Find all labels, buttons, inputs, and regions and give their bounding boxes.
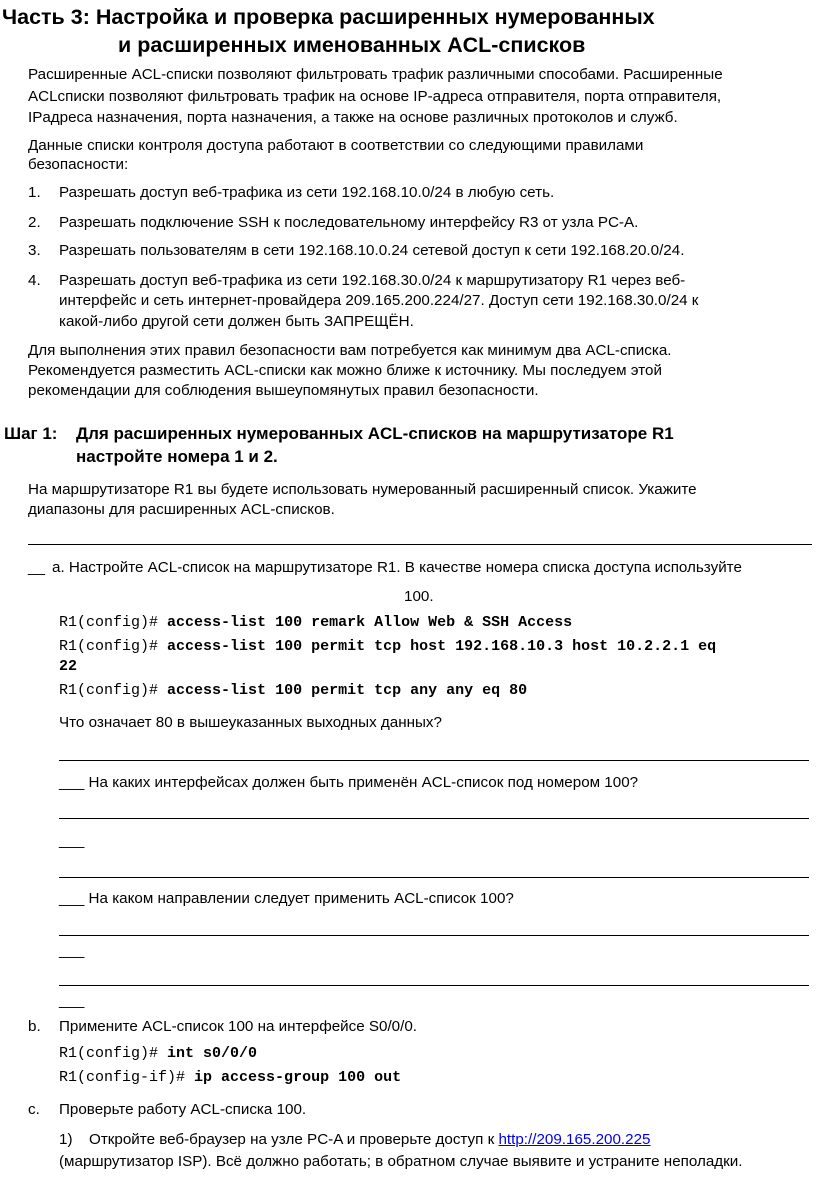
rule-1-number: 1.: [28, 184, 41, 201]
cli-prompt: R1(config)#: [59, 1045, 159, 1062]
cli-line-b1: [59, 1045, 257, 1062]
cli-command: ip access-group 100 out: [194, 1069, 402, 1086]
cli-line-2: [59, 638, 716, 655]
page-title-line1: Часть 3: Настройка и проверка расширенных нумерованных: [2, 5, 655, 29]
part-c-item-number: 1): [59, 1131, 73, 1148]
intro-p2-line1: Данные списки контроля доступа работают в соответствии со следующими правилами: [28, 137, 644, 154]
rule-3-number: 3.: [28, 242, 41, 259]
cli-prompt: R1(config-if)#: [59, 1069, 186, 1086]
answer-blank: ___: [59, 992, 85, 1009]
intro-p3-line2: Рекомендуется разместить ACL-списки как можно ближе к источнику. Мы последуем этой: [28, 362, 662, 379]
answer-line[interactable]: [59, 985, 809, 986]
part-b-label: b.: [28, 1018, 41, 1035]
part-c-item-text: Откройте веб-браузер на узле PC-A и проверьте доступ к: [89, 1131, 495, 1148]
step1-text-line2: диапазоны для расширенных ACL-списков.: [28, 501, 335, 518]
page-title-line2: и расширенных именованных ACL-списков: [118, 33, 586, 57]
rule-2-text: Разрешать подключение SSH к последовательному интерфейсу R3 от узла PC-A.: [59, 214, 639, 231]
cli-prompt: R1(config)#: [59, 638, 159, 655]
answer-line[interactable]: [59, 877, 809, 878]
rule-4-text-line1: Разрешать доступ веб-трафика из сети 192.168.30.0/24 к маршрутизатору R1 через веб-: [59, 272, 686, 289]
rule-4-text-line3: какой-либо другой сети должен быть ЗАПРЕЩЁН.: [59, 313, 414, 330]
intro-p1-line2: ACLсписки позволяют фильтровать трафик на основе IP-адреса отправителя, порта отправителя,: [28, 88, 722, 105]
rule-4-number: 4.: [28, 272, 41, 289]
cli-command: access-list 100 permit tcp host 192.168.10.3 host 10.2.2.1 eq: [167, 638, 717, 655]
question-1: Что означает 80 в вышеуказанных выходных данных?: [59, 714, 442, 731]
cli-command: access-list 100 remark Allow Web & SSH Access: [167, 614, 573, 631]
part-c-item-line1: [89, 1129, 650, 1151]
part-b-text: Примените ACL-список 100 на интерфейсе S0/0/0.: [59, 1018, 418, 1035]
rule-1-text: Разрешать доступ веб-трафика из сети 192.168.10.0/24 в любую сеть.: [59, 184, 555, 201]
answer-line[interactable]: [59, 818, 809, 819]
step1-heading-line1: Для расширенных нумерованных ACL-списков на маршрутизаторе R1: [76, 424, 674, 443]
answer-line[interactable]: [59, 760, 809, 761]
intro-p3-line3: рекомендации для соблюдения вышеупомянутых правил безопасности.: [28, 382, 539, 399]
step1-heading-line2: настройте номера 1 и 2.: [76, 447, 278, 466]
part-c-item-line2: (маршрутизатор ISP). Всё должно работать; в обратном случае выявите и устраните неполадки.: [59, 1153, 743, 1170]
rule-3-text: Разрешать пользователям в сети 192.168.10.0.24 сетевой доступ к сети 192.168.20.0/24.: [59, 242, 685, 259]
part-c-text: Проверьте работу ACL-списка 100.: [59, 1101, 307, 1118]
question-3: ___ На каком направлении следует применить ACL-список 100?: [59, 890, 514, 907]
section-divider: [28, 544, 812, 545]
intro-p3-line1: Для выполнения этих правил безопасности вам потребуется как минимум два ACL-списка.: [28, 342, 672, 359]
part-a-text-cont: 100.: [404, 588, 434, 605]
question-2: ___ На каких интерфейсах должен быть применён ACL-список под номером 100?: [59, 774, 639, 791]
cli-line-3: [59, 682, 527, 699]
cli-command: access-list 100 permit tcp any any eq 80: [167, 682, 528, 699]
intro-p1-line1: Расширенные ACL-списки позволяют фильтровать трафик различными способами. Расширенные: [28, 66, 723, 83]
cli-command: int s0/0/0: [167, 1045, 258, 1062]
cli-prompt: R1(config)#: [59, 682, 159, 699]
isp-link[interactable]: http://209.165.200.225: [498, 1131, 651, 1148]
part-a-blank: __: [28, 559, 45, 576]
part-c-label: c.: [28, 1101, 40, 1118]
cli-line-2-cont: [59, 658, 77, 675]
cli-line-b2: [59, 1069, 401, 1086]
intro-p1-line3: IPадреса назначения, порта назначения, а также на основе различных протоколов и служб.: [28, 109, 678, 126]
answer-blank: ___: [59, 942, 85, 959]
part-a-text: a. Настройте ACL-список на маршрутизаторе R1. В качестве номера списка доступа используйте: [52, 559, 742, 576]
rule-4-text-line2: интерфейс и сеть интернет-провайдера 209.165.200.224/27. Доступ сети 192.168.30.0/24 к: [59, 292, 699, 309]
answer-line[interactable]: [59, 935, 809, 936]
step1-text-line1: На маршрутизаторе R1 вы будете использовать нумерованный расширенный список. Укажите: [28, 481, 697, 498]
cli-prompt: R1(config)#: [59, 614, 159, 631]
answer-blank: ___: [59, 832, 85, 849]
cli-command-cont: 22: [59, 658, 78, 675]
cli-line-1: [59, 614, 572, 631]
step1-label: Шаг 1:: [4, 424, 58, 443]
intro-p2-line2: безопасности:: [28, 156, 129, 173]
rule-2-number: 2.: [28, 214, 41, 231]
